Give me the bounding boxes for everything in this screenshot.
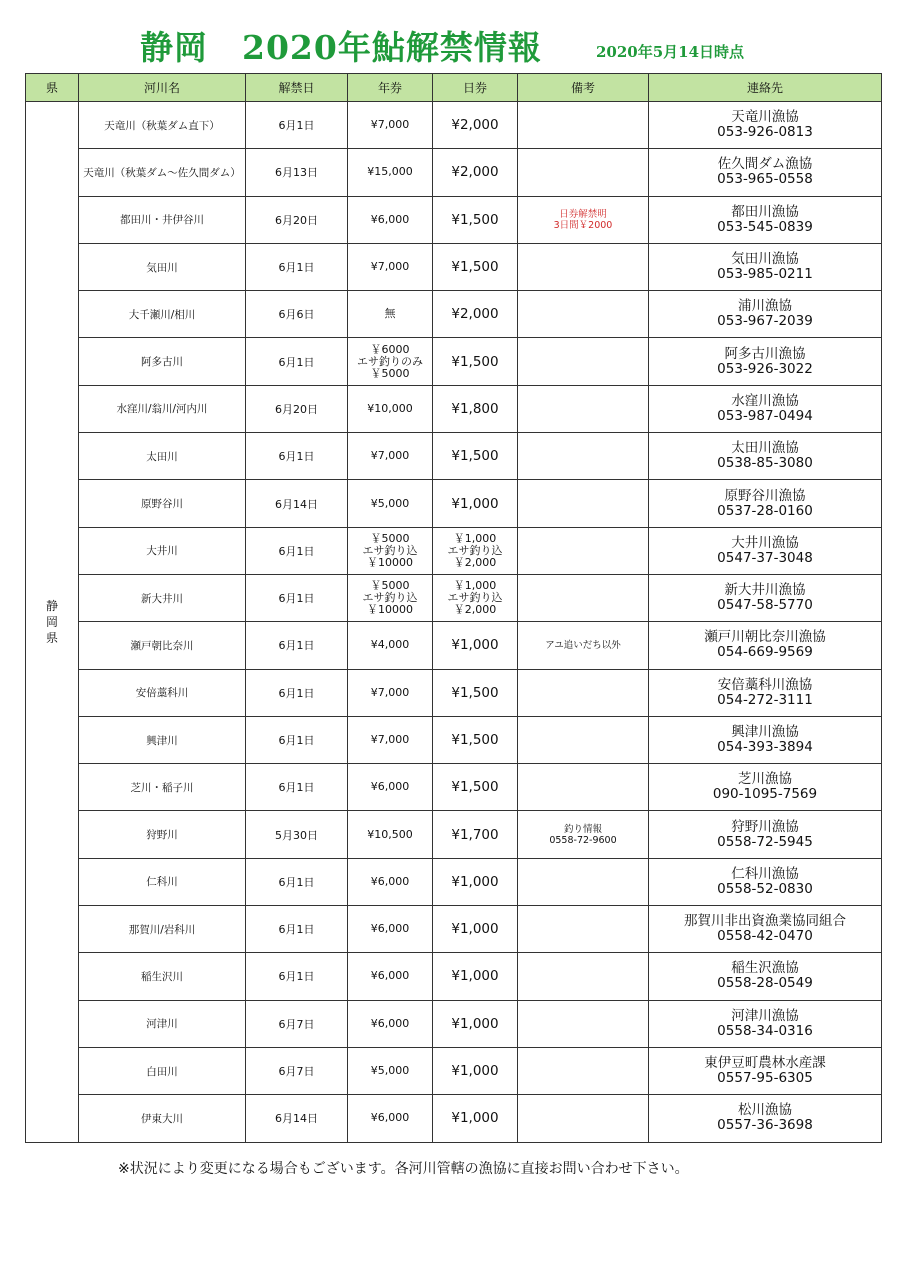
contact-line: 気田川漁協 <box>731 251 799 268</box>
contact-line: 0538-85-3080 <box>717 455 813 472</box>
open-date: 6月1日 <box>246 433 348 480</box>
river-name: 太田川 <box>79 433 246 480</box>
contact-line: 太田川漁協 <box>731 440 799 457</box>
table-row <box>26 811 882 858</box>
table-row <box>26 291 882 338</box>
contact-cell <box>649 1047 882 1094</box>
contact-line: 河津川漁協 <box>731 1007 799 1024</box>
contact-line: 都田川漁協 <box>731 203 799 220</box>
contact-cell <box>649 291 882 338</box>
annual-ticket-cell <box>348 716 433 763</box>
day-ticket-line: ¥1,000 <box>451 1015 499 1032</box>
day-ticket-cell <box>433 858 518 905</box>
table-row <box>26 622 882 669</box>
annual-ticket-cell <box>348 574 433 621</box>
open-date: 6月1日 <box>246 764 348 811</box>
day-ticket-line: ¥1,500 <box>451 211 499 228</box>
annual-ticket-line: ￥5000 <box>370 366 410 380</box>
day-ticket-cell <box>433 953 518 1000</box>
annual-ticket-cell <box>348 622 433 669</box>
contact-line: 054-393-3894 <box>717 739 813 755</box>
river-name: 狩野川 <box>79 811 246 858</box>
annual-ticket-line: ￥5000 <box>370 579 410 593</box>
note-cell <box>518 433 649 480</box>
river-name: 原野谷川 <box>79 480 246 527</box>
table-row <box>26 1095 882 1142</box>
contact-cell <box>649 1095 882 1142</box>
note-cell <box>518 149 649 196</box>
note-cell <box>518 906 649 953</box>
annual-ticket-line: エサ釣り込 <box>362 543 418 557</box>
contact-line: 安倍藁科川漁協 <box>717 676 813 693</box>
day-ticket-cell <box>433 338 518 385</box>
table-row <box>26 102 882 149</box>
contact-cell <box>649 149 882 196</box>
annual-ticket-line: ￥10000 <box>367 603 413 617</box>
header-annual-ticket: 年券 <box>348 74 433 102</box>
annual-ticket-line: 無 <box>384 307 396 321</box>
prefecture-char: 静 <box>45 598 58 613</box>
day-ticket-line: ¥1,800 <box>451 400 499 417</box>
open-date: 6月1日 <box>246 574 348 621</box>
contact-line: 053-985-0211 <box>717 266 813 283</box>
contact-line: 053-967-2039 <box>717 313 813 330</box>
note-cell <box>518 953 649 1000</box>
open-date: 6月20日 <box>246 385 348 432</box>
river-name: 仁科川 <box>79 858 246 905</box>
note-cell <box>518 764 649 811</box>
open-date: 6月1日 <box>246 622 348 669</box>
contact-line: 瀬戸川朝比奈川漁協 <box>704 629 826 646</box>
note-line: 釣り情報 <box>563 823 602 835</box>
note-cell <box>518 291 649 338</box>
contact-cell <box>649 1000 882 1047</box>
day-ticket-line: エサ釣り込 <box>447 591 503 605</box>
open-date: 6月6日 <box>246 291 348 338</box>
annual-ticket-cell <box>348 433 433 480</box>
table-row <box>26 906 882 953</box>
day-ticket-cell <box>433 811 518 858</box>
contact-line: 0558-42-0470 <box>717 928 813 945</box>
annual-ticket-cell <box>348 338 433 385</box>
contact-cell <box>649 196 882 243</box>
contact-cell <box>649 527 882 574</box>
annual-ticket-line: ¥6,000 <box>370 212 410 226</box>
day-ticket-line: ￥2,000 <box>453 603 497 617</box>
open-date: 6月1日 <box>246 243 348 290</box>
annual-ticket-line: ¥5,000 <box>370 496 410 510</box>
as-of-date: 2020年5月14日時点 <box>596 43 745 61</box>
river-name: 稲生沢川 <box>79 953 246 1000</box>
contact-line: 松川漁協 <box>738 1102 792 1119</box>
river-name: 水窪川/翁川/河内川 <box>79 385 246 432</box>
contact-line: 天竜川漁協 <box>731 109 799 126</box>
day-ticket-cell <box>433 574 518 621</box>
annual-ticket-cell <box>348 196 433 243</box>
annual-ticket-cell <box>348 811 433 858</box>
open-date: 6月13日 <box>246 149 348 196</box>
table-row <box>26 527 882 574</box>
day-ticket-line: ¥1,000 <box>451 921 499 938</box>
note-line: 3日間￥2000 <box>553 219 613 231</box>
header-notes: 備考 <box>518 74 649 102</box>
contact-line: 053-545-0839 <box>717 218 813 235</box>
day-ticket-line: ￥2,000 <box>453 555 497 569</box>
note-cell <box>518 858 649 905</box>
contact-cell <box>649 480 882 527</box>
contact-line: 053-926-0813 <box>717 124 813 141</box>
table-row <box>26 433 882 480</box>
river-name: 新大井川 <box>79 574 246 621</box>
open-date: 6月1日 <box>246 669 348 716</box>
header-contact: 連絡先 <box>649 74 882 102</box>
prefecture-cell <box>26 102 79 1143</box>
day-ticket-cell <box>433 716 518 763</box>
note-line: 0558-72-9600 <box>549 834 617 846</box>
annual-ticket-cell <box>348 1047 433 1094</box>
annual-ticket-line: ¥6,000 <box>370 922 410 936</box>
table-header-row <box>26 74 882 102</box>
table-row <box>26 480 882 527</box>
contact-line: 0558-34-0316 <box>717 1022 813 1039</box>
day-ticket-cell <box>433 669 518 716</box>
header-day-ticket: 日券 <box>433 74 518 102</box>
contact-line: 芝川漁協 <box>738 771 792 788</box>
annual-ticket-line: ¥15,000 <box>367 165 413 179</box>
contact-line: 佐久間ダム漁協 <box>717 156 813 173</box>
day-ticket-cell <box>433 906 518 953</box>
contact-cell <box>649 574 882 621</box>
table-row <box>26 385 882 432</box>
note-cell <box>518 811 649 858</box>
contact-line: 興津川漁協 <box>731 724 799 740</box>
day-ticket-cell <box>433 385 518 432</box>
annual-ticket-line: ￥6000 <box>370 342 410 356</box>
contact-line: 0557-36-3698 <box>717 1117 813 1134</box>
day-ticket-cell <box>433 527 518 574</box>
annual-ticket-line: ¥10,000 <box>367 401 413 415</box>
river-name: 気田川 <box>79 243 246 290</box>
annual-ticket-line: ¥7,000 <box>370 685 410 699</box>
note-cell <box>518 480 649 527</box>
contact-line: 090-1095-7569 <box>712 786 818 803</box>
annual-ticket-line: ￥10000 <box>367 555 413 569</box>
table-row <box>26 669 882 716</box>
annual-ticket-cell <box>348 858 433 905</box>
day-ticket-cell <box>433 196 518 243</box>
note-cell <box>518 716 649 763</box>
annual-ticket-line: エサ釣りのみ <box>357 354 423 368</box>
note-cell <box>518 1095 649 1142</box>
contact-cell <box>649 243 882 290</box>
river-name: 阿多古川 <box>79 338 246 385</box>
contact-line: 054-272-3111 <box>717 691 813 708</box>
annual-ticket-line: ¥6,000 <box>370 969 410 983</box>
contact-line: 0547-37-3048 <box>717 549 813 566</box>
day-ticket-cell <box>433 1095 518 1142</box>
annual-ticket-cell <box>348 1000 433 1047</box>
river-name: 芝川・稲子川 <box>79 764 246 811</box>
contact-line: 那賀川非出資漁業協同組合 <box>684 913 846 930</box>
day-ticket-line: ¥1,500 <box>451 684 499 701</box>
note-cell <box>518 196 649 243</box>
title-prefecture: 静岡 <box>140 28 208 67</box>
note-cell <box>518 527 649 574</box>
note-line: 日券解禁明 <box>559 208 607 220</box>
river-name: 河津川 <box>79 1000 246 1047</box>
day-ticket-line: ¥1,500 <box>451 732 499 748</box>
annual-ticket-line: ¥5,000 <box>370 1064 410 1078</box>
annual-ticket-line: ¥6,000 <box>370 874 410 888</box>
annual-ticket-cell <box>348 764 433 811</box>
river-name: 白田川 <box>79 1047 246 1094</box>
note-line: アユ追いだち以外 <box>545 639 621 651</box>
annual-ticket-line: ¥4,000 <box>370 638 410 652</box>
footnote: ※状況により変更になる場合もございます。各河川管轄の漁協に直接お問い合わせ下さい。 <box>118 1161 689 1177</box>
title-main: 2020年鮎解禁情報 <box>242 28 542 67</box>
annual-ticket-cell <box>348 291 433 338</box>
note-cell <box>518 102 649 149</box>
contact-cell <box>649 764 882 811</box>
header-river: 河川名 <box>79 74 246 102</box>
prefecture-char: 県 <box>45 630 58 645</box>
day-ticket-line: ¥1,500 <box>451 448 499 465</box>
river-name: 安倍藁科川 <box>79 669 246 716</box>
annual-ticket-line: ¥6,000 <box>370 1016 410 1030</box>
day-ticket-cell <box>433 764 518 811</box>
page-title <box>140 22 542 69</box>
contact-line: 大井川漁協 <box>731 534 799 551</box>
contact-line: 稲生沢漁協 <box>731 960 799 977</box>
day-ticket-line: ¥1,000 <box>451 873 499 890</box>
day-ticket-line: ￥1,000 <box>453 531 497 545</box>
contact-line: 新大井川漁協 <box>724 582 806 599</box>
contact-cell <box>649 102 882 149</box>
day-ticket-cell <box>433 1000 518 1047</box>
annual-ticket-line: ￥5000 <box>370 531 410 545</box>
prefecture-char: 岡 <box>45 614 58 629</box>
contact-line: 阿多古川漁協 <box>724 345 806 362</box>
contact-line: 原野谷川漁協 <box>724 487 806 504</box>
contact-line: 0558-72-5945 <box>717 833 813 850</box>
annual-ticket-cell <box>348 243 433 290</box>
contact-line: 水窪川漁協 <box>731 392 799 409</box>
table-row <box>26 716 882 763</box>
contact-cell <box>649 433 882 480</box>
day-ticket-line: ¥2,000 <box>451 164 499 181</box>
day-ticket-line: ¥1,700 <box>451 826 499 843</box>
contact-cell <box>649 716 882 763</box>
annual-ticket-line: ¥7,000 <box>370 260 410 274</box>
open-date: 6月7日 <box>246 1000 348 1047</box>
annual-ticket-line: ¥10,500 <box>367 827 413 841</box>
annual-ticket-cell <box>348 149 433 196</box>
table-row <box>26 953 882 1000</box>
contact-cell <box>649 669 882 716</box>
table-row <box>26 858 882 905</box>
contact-line: 東伊豆町農林水産課 <box>704 1055 826 1072</box>
day-ticket-cell <box>433 433 518 480</box>
annual-ticket-line: エサ釣り込 <box>362 591 418 605</box>
annual-ticket-line: ¥7,000 <box>370 118 410 132</box>
day-ticket-line: ¥1,000 <box>451 637 499 654</box>
river-name: 大千瀬川/相川 <box>79 291 246 338</box>
day-ticket-line: ¥2,000 <box>451 306 499 323</box>
table-row <box>26 1000 882 1047</box>
day-ticket-line: ¥1,000 <box>451 968 499 985</box>
note-cell <box>518 243 649 290</box>
river-name: 都田川・井伊谷川 <box>79 196 246 243</box>
table-row <box>26 338 882 385</box>
contact-cell <box>649 811 882 858</box>
contact-cell <box>649 858 882 905</box>
river-name: 大井川 <box>79 527 246 574</box>
day-ticket-line: ¥1,500 <box>451 779 499 796</box>
header-open-date: 解禁日 <box>246 74 348 102</box>
day-ticket-line: ¥1,000 <box>451 1110 499 1127</box>
open-date: 6月20日 <box>246 196 348 243</box>
open-date: 6月7日 <box>246 1047 348 1094</box>
annual-ticket-cell <box>348 669 433 716</box>
annual-ticket-cell <box>348 527 433 574</box>
river-name: 伊東大川 <box>79 1095 246 1142</box>
day-ticket-line: ¥1,000 <box>451 495 499 512</box>
day-ticket-cell <box>433 480 518 527</box>
day-ticket-cell <box>433 243 518 290</box>
contact-cell <box>649 385 882 432</box>
note-cell <box>518 1047 649 1094</box>
day-ticket-line: ¥1,500 <box>451 259 499 276</box>
day-ticket-cell <box>433 102 518 149</box>
contact-cell <box>649 622 882 669</box>
river-name: 瀬戸朝比奈川 <box>79 622 246 669</box>
contact-line: 0558-52-0830 <box>717 880 813 897</box>
contact-line: 053-987-0494 <box>717 407 813 424</box>
contact-line: 狩野川漁協 <box>731 818 799 835</box>
open-date: 5月30日 <box>246 811 348 858</box>
day-ticket-cell <box>433 291 518 338</box>
contact-cell <box>649 953 882 1000</box>
open-date: 6月1日 <box>246 906 348 953</box>
header-prefecture: 県 <box>26 74 79 102</box>
open-date: 6月1日 <box>246 858 348 905</box>
day-ticket-line: エサ釣り込 <box>447 543 503 557</box>
contact-line: 054-669-9569 <box>717 644 813 661</box>
note-cell <box>518 385 649 432</box>
contact-line: 0558-28-0549 <box>717 975 813 992</box>
annual-ticket-line: ¥7,000 <box>370 733 410 746</box>
note-cell <box>518 669 649 716</box>
annual-ticket-cell <box>348 102 433 149</box>
open-date: 6月1日 <box>246 338 348 385</box>
open-date: 6月1日 <box>246 102 348 149</box>
annual-ticket-line: ¥7,000 <box>370 449 410 463</box>
contact-line: 仁科川漁協 <box>731 865 799 882</box>
day-ticket-line: ¥1,000 <box>451 1063 499 1080</box>
table-row <box>26 574 882 621</box>
table-row <box>26 243 882 290</box>
open-date: 6月1日 <box>246 953 348 1000</box>
river-name: 天竜川（秋葉ダム～佐久間ダム） <box>79 149 246 196</box>
annual-ticket-line: ¥6,000 <box>370 1111 410 1125</box>
annual-ticket-cell <box>348 480 433 527</box>
contact-line: 0557-95-6305 <box>717 1070 813 1087</box>
open-date: 6月14日 <box>246 480 348 527</box>
table-row <box>26 149 882 196</box>
contact-line: 0547-58-5770 <box>717 597 813 614</box>
note-cell <box>518 1000 649 1047</box>
river-name: 那賀川/岩科川 <box>79 906 246 953</box>
contact-line: 053-965-0558 <box>717 171 813 188</box>
contact-cell <box>649 906 882 953</box>
open-date: 6月14日 <box>246 1095 348 1142</box>
annual-ticket-cell <box>348 906 433 953</box>
contact-cell <box>649 338 882 385</box>
day-ticket-cell <box>433 622 518 669</box>
contact-line: 浦川漁協 <box>738 298 792 315</box>
note-cell <box>518 574 649 621</box>
day-ticket-cell <box>433 1047 518 1094</box>
note-cell <box>518 338 649 385</box>
open-date: 6月1日 <box>246 527 348 574</box>
table-row <box>26 764 882 811</box>
river-name: 興津川 <box>79 716 246 763</box>
contact-line: 0537-28-0160 <box>717 502 813 519</box>
annual-ticket-cell <box>348 385 433 432</box>
annual-ticket-cell <box>348 953 433 1000</box>
river-name: 天竜川（秋葉ダム直下） <box>79 102 246 149</box>
day-ticket-cell <box>433 149 518 196</box>
day-ticket-line: ￥1,000 <box>453 579 497 593</box>
ayu-season-table <box>25 73 882 1143</box>
day-ticket-line: ¥1,500 <box>451 353 499 370</box>
table-row <box>26 196 882 243</box>
note-cell <box>518 622 649 669</box>
annual-ticket-cell <box>348 1095 433 1142</box>
open-date: 6月1日 <box>246 716 348 763</box>
contact-line: 053-926-3022 <box>717 360 813 377</box>
day-ticket-line: ¥2,000 <box>451 117 499 134</box>
annual-ticket-line: ¥6,000 <box>370 780 410 794</box>
table-row <box>26 1047 882 1094</box>
